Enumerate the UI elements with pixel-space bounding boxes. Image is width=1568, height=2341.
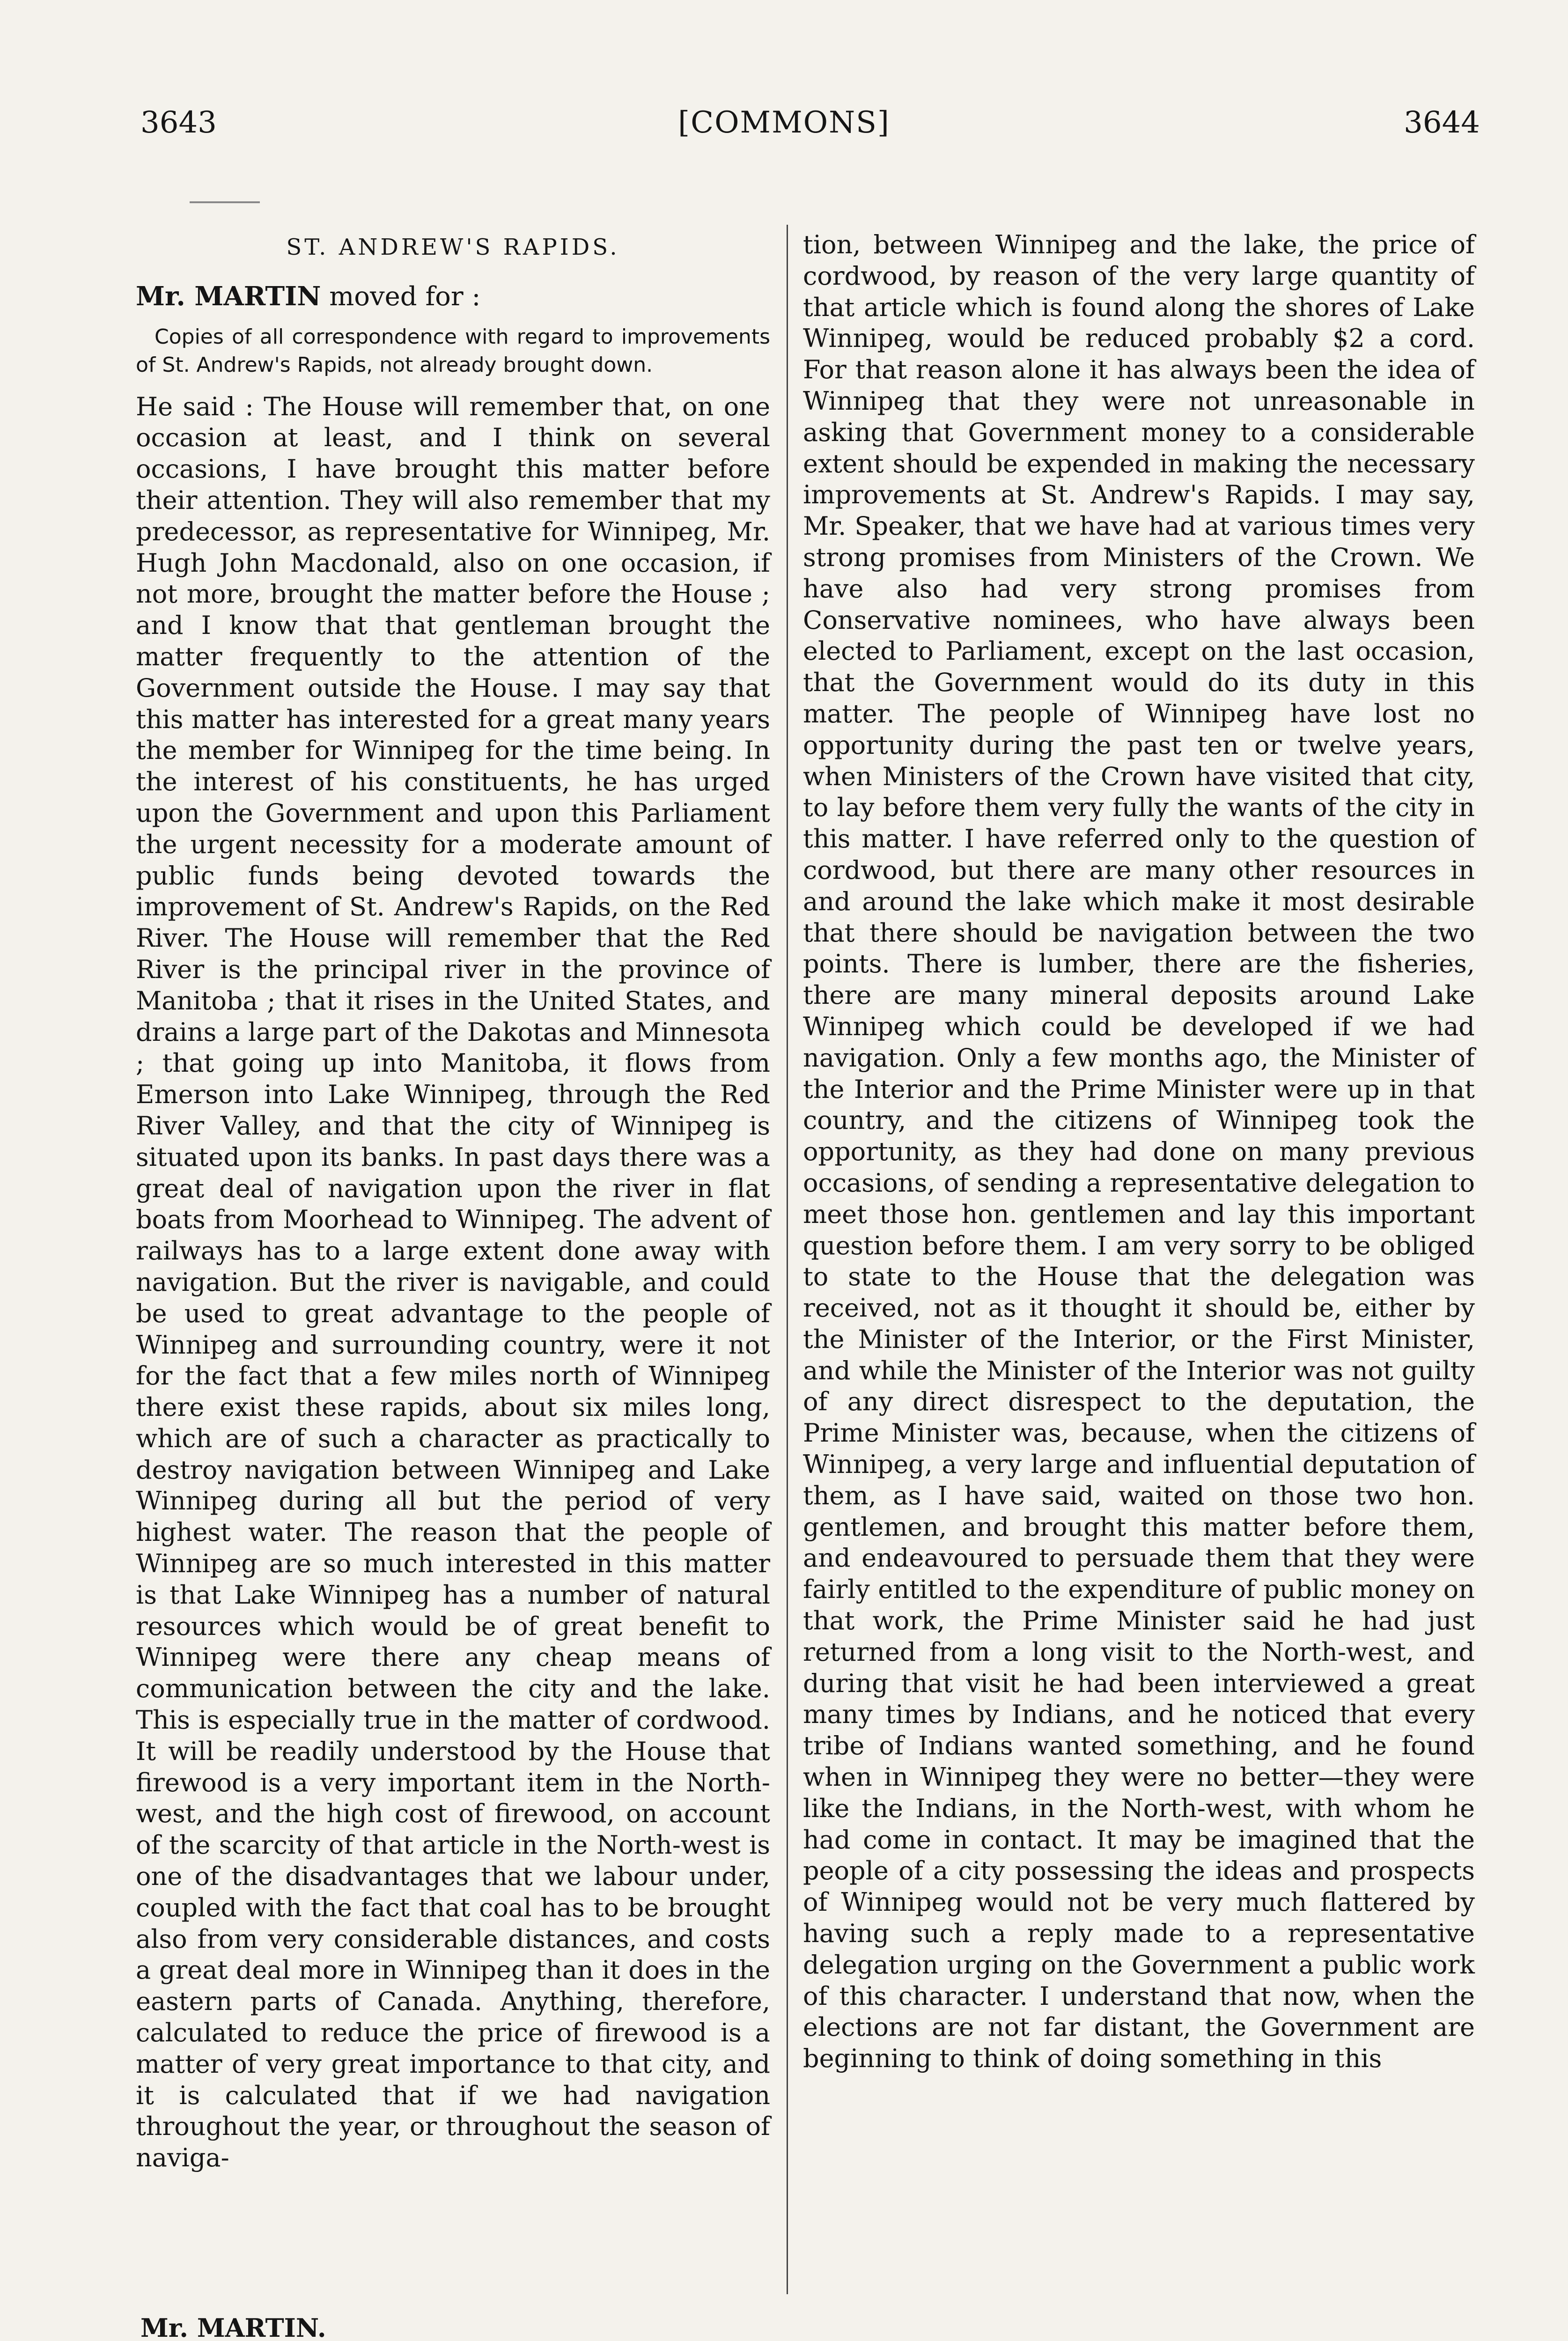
- left-column: [136, 229, 770, 2174]
- moved-for-text: moved for :: [329, 281, 481, 312]
- speech-paragraph-left: He said : The House will remember that, on one occasion at least, and I think on several occasions, I have brought this matter before their attention. They will also remember that my predecessor, as representative for Winnipeg, Mr. Hugh John Macdonald, also on one occasion, if not more, brought the matter before the House ; and I know that that gentleman brought the matter frequently to the attention of the Government outside the House. I may say that this matter has interested for a great many years the member for Winnipeg for the time being. In the interest of his constituents, he has urged upon the Government and upon this Parliament the urgent necessity for a moderate amount of public funds being devoted towards the improvement of St. Andrew's Rapids, on the Red River. The House will remember that the Red River is the principal river in the province of Manitoba ; that it rises in the United States, and drains a large part of the Dakotas and Minnesota ; that going up into Manitoba, it flows from Emerson into Lake Winnipeg, through the Red River Valley, and that the city of Winnipeg is situated upon its banks. In past days there was a great deal of navigation upon the river in flat boats from Moorhead to Winnipeg. The advent of railways has to a large extent done away with navigation. But the river is navigable, and could be used to great advantage to the people of Winnipeg and surrounding country, were it not for the fact that a few miles north of Winnipeg there exist these rapids, about six miles long, which are of such a character as practically to destroy navigation between Winnipeg and Lake Winnipeg during all but the period of very highest water. The reason that the people of Winnipeg are so much interested in this matter is that Lake Winnipeg has a number of natural resources which would be of great benefit to Winnipeg were there any cheap means of communication between the city and the lake. This is especially true in the matter of cordwood. It will be readily understood by the House that firewood is a very important item in the North-west, and the high cost of firewood, on account of the scarcity of that article in the North-west is one of the disadvantages that we labour under, coupled with the fact that coal has to be brought also from very considerable distances, and costs a great deal more in Winnipeg than it does in the eastern parts of Canada. Anything, therefore, calculated to reduce the price of firewood is a matter of very great importance to that city, and it is calculated that if we had navigation throughout the year, or throughout the season of naviga-: [136, 391, 770, 2173]
- page-number-left: 3643: [140, 105, 217, 140]
- column-divider: [787, 225, 788, 2294]
- footer-speaker: Mr. MARTIN.: [140, 2313, 326, 2341]
- page-number-right: 3644: [1404, 105, 1480, 140]
- article-heading: ST. ANDREW'S RAPIDS.: [286, 234, 620, 260]
- page-header: [0, 105, 1568, 152]
- mover-name: Mr. MARTIN: [136, 280, 321, 312]
- motion-text: Copies of all correspondence with regard to improvements of St. Andrew's Rapids, not already brought down.: [136, 324, 770, 377]
- right-column: [803, 229, 1475, 2075]
- section-title: [COMMONS]: [678, 105, 890, 140]
- speech-paragraph-right: tion, between Winnipeg and the lake, the price of cordwood, by reason of the very large quantity of that article which is found along the shores of Lake Winnipeg, would be reduced probably $2 a cord. For that reason alone it has always been the idea of Winnipeg that they were not unreasonable in asking that Government money to a considerable extent should be expended in making the necessary improvements at St. Andrew's Rapids. I may say, Mr. Speaker, that we have had at various times very strong promises from Ministers of the Crown. We have also had very strong promises from Conservative nominees, who have always been elected to Parliament, except on the last occasion, that the Government would do its duty in this matter. The people of Winnipeg have lost no opportunity during the past ten or twelve years, when Ministers of the Crown have visited that city, to lay before them very fully the wants of the city in this matter. I have referred only to the question of cordwood, but there are many other resources in and around the lake which make it most desirable that there should be navigation between the two points. There is lumber, there are the fisheries, there are many mineral deposits around Lake Winnipeg which could be developed if we had navigation. Only a few months ago, the Minister of the Interior and the Prime Minister were up in that country, and the citizens of Winnipeg took the opportunity, as they had done on many previous occasions, of sending a representative delegation to meet those hon. gentlemen and lay this important question before them. I am very sorry to be obliged to state to the House that the delegation was received, not as it thought it should be, either by the Minister of the Interior, or the First Minister, and while the Minister of the Interior was not guilty of any direct disrespect to the deputation, the Prime Minister was, because, when the citizens of Winnipeg, a very large and influential deputation of them, as I have said, waited on those two hon. gentlemen, and brought this matter before them, and endeavoured to persuade them that they were fairly entitled to the expenditure of public money on that work, the Prime Minister said he had just returned from a long visit to the North-west, and during that visit he had been interviewed a great many times by Indians, and he noticed that every tribe of Indians wanted something, and he found when in Winnipeg they were no better—they were like the Indians, in the North-west, with whom he had come in contact. It may be imagined that the people of a city possessing the ideas and prospects of Winnipeg would not be very much flattered by having such a reply made to a representative delegation urging on the Government a public work of this character. I understand that now, when the elections are not far distant, the Government are beginning to think of doing something in this: [803, 230, 1475, 2074]
- header-rule: [190, 201, 260, 203]
- motion-line: [136, 281, 770, 313]
